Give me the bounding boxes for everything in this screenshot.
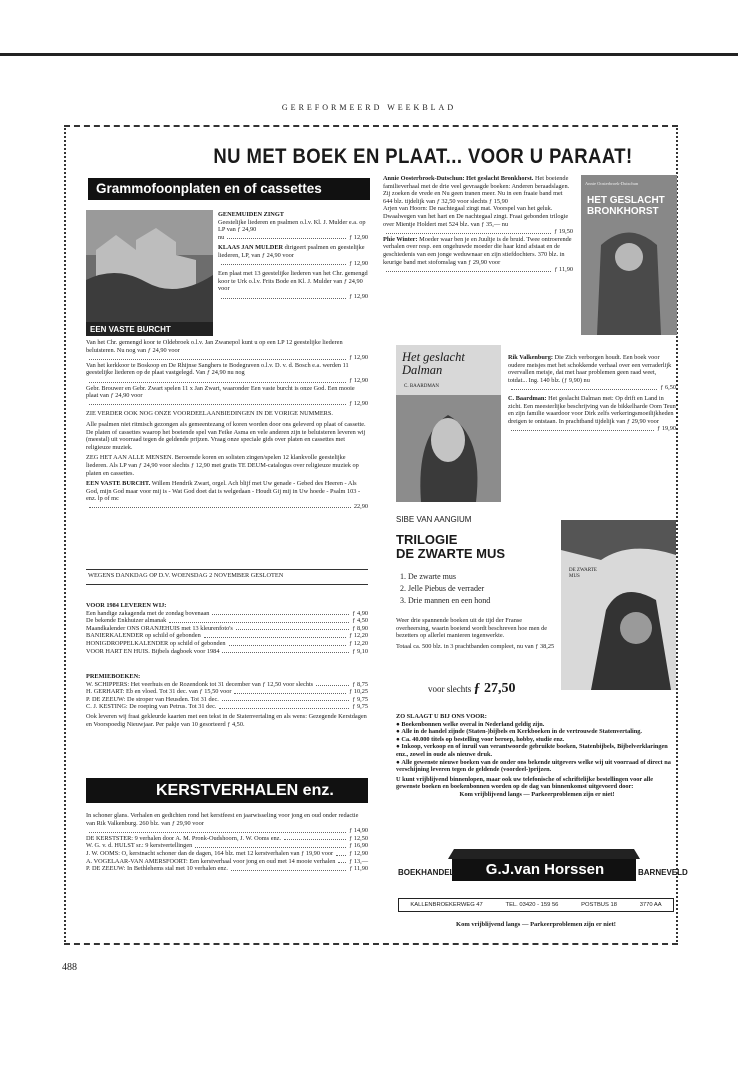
christmas-books: In schoner glans. Verhalen en gedichten rond het kerstfeest en jaarwisseling voor jong en oud onder redactie van Rik Valkenburg. 260 blz. van ƒ 29,90 voor ƒ 14,90 DE KERSTSTER: 9 verhalen door A. M. Pronk-Oudshoorn, J. W. Ooms enz. ƒ 12,50 W. G. v. d. HULST sr.: 9 kerstvertellingen ƒ 16,90 J. W. OOMS: O, kerstnacht schoner dan de dagen, 164 blz. met 12 kerstverhalen van ƒ 19,90 voor ƒ 12,90 A. VOGELAAR-VAN AMERSFOORT: Een kerstverhaal voor jong en oud met 14 mooie verhalen ƒ 13,— P. DE ZEEUW: In Bethlehems stal met 10 verhalen enz. ƒ 11,90 [86, 812, 368, 873]
christmas-row: J. W. OOMS: O, kerstnacht schoner dan de dagen, 164 blz. met 12 kerstverhalen van ƒ 19,90 voor ƒ 12,90 [86, 849, 368, 857]
christmas-row: A. VOGELAAR-VAN AMERSFOORT: Een kerstverhaal voor jong en oud met 14 mooie verhalen ƒ 13,— [86, 857, 368, 865]
psalms-note: Alle psalmen niet ritmisch gezongen als gemeentezang of koren worden door ons geleverd op plaat of cassette. De platen of cassettes waarop het boeiende spel van Feike Asma en vele anderen zijn te beluisteren leveren wij (meestal) uit voorraad tegen de geldende prijzen. Vraag onze speciale gids over platen en cassettes met religieuze muziek. [86, 420, 366, 451]
trilogy-author: SIBE VAN AANGIUM [396, 515, 472, 524]
vaste-burcht-note: EEN VASTE BURCHT. Willem Hendrik Zwart, orgel. Ach blijf met Uw genade - Gebed des Heeren - Als God, mijn God maar voor mij is - Wat God doet dat is welgedaan - Houdt Gij mij in Uw hoede - Psalm 103 - enz. lp of mc 22,90 [86, 480, 368, 510]
bronkhorst-cover-title: HET GESLACHT BRONKHORST [587, 195, 665, 217]
zwarte-mus-cover-title: DE ZWARTE MUS [569, 568, 597, 579]
top-rule [0, 53, 738, 56]
premium-books [86, 673, 368, 731]
trilogy-book: 1. De zwarte mus [408, 571, 559, 583]
trilogy-books [394, 571, 559, 607]
premium-row: W. SCHIPPERS: Het veerhuis en de Rozendonk tot 31 december van ƒ 12,50 voor slechts ƒ 8,75 [86, 680, 368, 688]
shop-visit: Kom vrijblijvend langs — Parkeerproblemen zijn er niet! [459, 790, 615, 798]
records-banner: Grammofoonplaten en of cassettes [88, 178, 370, 200]
shop-note: U kunt vrijblijvend binnenlopen, maar ook uw telefonische of schriftelijke bestellingen voor alle gewenste boeken en boekenbonnen worden op de dag van binnenkomst uitgevoerd door: [396, 775, 654, 791]
store-address: KALLENBROEKERWEG 47 [410, 902, 483, 908]
record-items [218, 211, 368, 304]
store-phone: TEL. 03420 - 159 56 [505, 902, 559, 908]
year-item-row: Een handige zakagenda met de zondag bovenaan ƒ 4,90 [86, 609, 368, 617]
divider [86, 569, 368, 570]
year-item-row: BANIERKALENDER op schild of gebonden ƒ 12,20 [86, 632, 368, 640]
dalman-cover-title: Het geslacht Dalman [402, 350, 465, 377]
store-name: G.J.van Horssen [485, 861, 605, 878]
bronkhorst-cover-author: Annie Oosterbroek-Dutschun [585, 181, 639, 186]
running-head: GEREFORMEERD WEEKBLAD [281, 103, 457, 112]
premium-row: H. GERHART: Eb en vloed. Tot 31 dec. van ƒ 15,50 voor ƒ 10,25 [86, 688, 368, 696]
store-city: BARNEVELD [638, 868, 688, 877]
store-postcode: 3770 AA [639, 902, 662, 908]
year-item-row: VOOR HART EN HUIS. Bijbels dagboek voor 1984 ƒ 9,10 [86, 647, 368, 655]
shop-bullet: ● Ca. 40.000 titels op bestelling voor beroep, hobby, studie enz. [396, 735, 565, 743]
shop-bullet: ● Inkoop, verkoop en of inruil van verantwoorde gebruikte boeken, Statenbijbels, Bijbelverklaringen enz., zowel in oude als nieuwe druk. [396, 743, 668, 758]
records-continued: Van het Chr. gemengd koor te Oldebroek o.l.v. Jan Zwanepol kunt u op een LP 12 geestelijke liederen beluisteren. Nu nog van ƒ 24,90 voor ƒ 12,90 Van het kerkkoor te Boskoop en De Rhijnse Sanghers te Bodegraven o.l.v. D. v. d. Bosch e.a. werden 11 geestelijke liederen op de plaat vastgelegd. Van ƒ 24,90 nu nog ƒ 12,90 Gebr. Brouwer en Gebr. Zwart spelen 11 x Jan Zwart, waaronder Een vaste burcht is onze God. Een mooie plaat van ƒ 24,90 voor ƒ 12,90 ZIE VERDER OOK NOG ONZE VOORDEELAANBIEDINGEN IN DE VORIGE NUMMERS. Alle psalmen niet ritmisch gezongen als gemeentezang of koren worden door ons geleverd op plaat of cassette. De platen of cassettes waarop het boeiende spel van Feike Asma en vele anderen zijn te beluisteren leveren wij (meestal) uit voorraad tegen de geldende prijzen. Vraag onze speciale gids over platen en cassettes met religieuze muziek. ZEG HET AAN ALLE MENSEN. Beroemde koren en solisten zingen/spelen 12 klankvolle geestelijke liederen. Als LP van ƒ 24,90 voor slechts ƒ 12,90 met gratis TE DEUM-catalogus over religieuze muziek op platen en cassettes. EEN VASTE BURCHT. Willem Hendrik Zwart, orgel. Ach blijf met Uw genade - Gebed des Heeren - Als God, mijn God maar voor mij is - Wat God doet dat is welgedaan - Houdt Gij mij in Uw hoede - Psalm 103 - enz. lp of mc 22,90 [86, 339, 368, 510]
christmas-banner: KERSTVERHALEN enz. [86, 778, 368, 803]
premium-row: P. DE ZEEUW: De stroper van Heusden. Tot 31 dec. ƒ 9,75 [86, 695, 368, 703]
record-item: GENEMUIDEN ZINGT Geestelijke liederen en psalmen o.l.v. Kl. J. Mulder e.a. op LP van ƒ 24,90 nu ƒ 12,90 [218, 211, 368, 241]
trilogy-book: 2. Jelle Piebus de verrader [408, 583, 559, 595]
see-also-note: ZIE VERDER OOK NOG ONZE VOORDEELAANBIEDINGEN IN DE VORIGE NUMMERS. [86, 410, 333, 418]
divider [86, 584, 368, 585]
year-item-row: Maandkalender ONS ORANJEHUIS met 13 kleurenfoto's ƒ 8,90 [86, 624, 368, 632]
year-items [86, 602, 368, 655]
record-cover-image [86, 210, 213, 336]
year-items-heading: VOOR 1984 LEVEREN WIJ: [86, 602, 167, 609]
dalman-cover-image [396, 345, 501, 502]
record-item: Een plaat met 13 geestelijke liederen van het Chr. gemengd koor te Urk o.l.v. Frits Bode en Kl. J. Mulder van ƒ 24,90 voor ƒ 12,90 [218, 270, 368, 300]
dalman-block: Rik Valkenburg: Die Zich verborgen houdt. Een boek voor oudere meisjes met het schokkende verhaal over een verraderlijk overvallen meisje, dat met haar problemen geen raad weet, totdat... Ing. 140 blz. (ƒ 9,90) nu ƒ 6,50 C. Baardman: Het geslacht Dalman met: Op drift en Land in zicht. Een meesterlijke beschrijving van de bikkelharde Oom Teun en zijn familie waardoor voor Dirk zelfs verkeringsmoeilijkheden dreigen te ontstaan. In prachtband tijdelijk van ƒ 29,90 voor ƒ 19,90 [508, 354, 676, 433]
premium-heading: PREMIEBOEKEN: [86, 673, 141, 680]
christmas-row: ƒ 14,90 [86, 827, 368, 835]
year-item-row: De bekende Enkhuizer almanak ƒ 4,50 [86, 617, 368, 625]
shop-block: ZO SLAAGT U BIJ ONS VOOR: ● Boekenbonnen welke overal in Nederland geldig zijn. ● Alle in de handel zijnde (Staten-)bijbels en Kerkboeken in de vertrouwde Statenvertaling. ● Ca. 40.000 titels op bestelling voor beroep, hobby, studie enz. ● Inkoop, verkoop en of inruil van verantwoorde gebruikte boeken, Statenbijbels, Bijbelverklaringen enz., zowel in oude als nieuwe druk. ● Alle gewenste nieuwe boeken van de onder ons bekende uitgevers welke wij uit voorraad of direct na verschijning leveren tegen de geldende (voordeel-)prijzen. U kunt vrijblijvend binnenlopen, maar ook uw telefonische of schriftelijke bestellingen voor alle gewenste boeken en boekenbonnen worden op de dag van binnenkomst uitgevoerd door: Kom vrijblijvend langs — Parkeerproblemen zijn er niet! [396, 713, 678, 799]
closed-notice: WEGENS DANKDAG OP D.V. WOENSDAG 2 NOVEMBER GESLOTEN [88, 572, 284, 579]
bronkhorst-cover-image [581, 175, 677, 335]
store-footer: Kom vrijblijvend langs — Parkeerproblemen zijn er niet! [456, 921, 616, 928]
shop-bullet: ● Alle in de handel zijnde (Staten-)bijbels en Kerkboeken in de vertrouwde Statenvertaling. [396, 728, 642, 736]
record-cover-caption: EEN VASTE BURCHT [90, 325, 171, 334]
christmas-row: W. G. v. d. HULST sr.: 9 kerstvertellingen ƒ 16,90 [86, 842, 368, 850]
zeg-het-note: ZEG HET AAN ALLE MENSEN. Beroemde koren en solisten zingen/spelen 12 klankvolle geestelijke liederen. Als LP van ƒ 24,90 voor slechts ƒ 12,90 met gratis TE DEUM-catalogus over religieuze muziek op platen en cassettes. [86, 454, 359, 477]
trilogy-offer: voor slechts ƒ 27,50 [428, 681, 516, 696]
trilogy-book: 3. Drie mannen en een hond [408, 595, 559, 607]
shop-bullet: ● Boekenbonnen welke overal in Nederland geldig zijn. [396, 720, 545, 728]
cards-note: Ook leveren wij fraai gekleurde kaarten met een tekst in de Statenvertaling en als wens: Gezegende Kerstdagen en Voorspoedig Nieuwjaar. Per pakje van 10 gesorteerd ƒ 4,50. [86, 712, 367, 728]
trilogy-title: TRILOGIE DE ZWARTE MUS [396, 532, 506, 561]
premium-row: C. J. KESTING: De roeping van Petrus. Tot 31 dec. ƒ 9,75 [86, 703, 368, 711]
christmas-row: DE KERSTSTER: 9 verhalen door A. M. Pronk-Oudshoorn, J. W. Ooms enz. ƒ 12,50 [86, 834, 368, 842]
store-postbus: POSTBUS 18 [581, 902, 617, 908]
christmas-row: P. DE ZEEUW: In Bethlehems stal met 10 verhalen enz. ƒ 11,90 [86, 865, 368, 873]
dalman-cover-author: C. BAARDMAN [404, 384, 440, 389]
store-address-bar [398, 898, 674, 912]
page-number: 488 [62, 962, 77, 973]
ad-headline: NU MET BOEK EN PLAAT... VOOR U PARAAT! [213, 145, 633, 168]
store-logo [398, 845, 688, 893]
trilogy-description: Weer drie spannende boeken uit de tijd der Franse overheersing, waarin boeiend wordt beschreven hoe men de bezetters op allerlei manieren tegenwerkte. Totaal ca. 500 blz. in 3 prachtbanden compleet, nu van ƒ 38,25 [396, 617, 555, 650]
shop-bullet: ● Alle gewenste nieuwe boeken van de onder ons bekende uitgevers welke wij uit voorraad of direct na verschijning leveren tegen de geldende (voordeel-)prijzen. [396, 758, 671, 774]
record-item: KLAAS JAN MULDER dirigeert psalmen en geestelijke liederen, LP, van ƒ 24,90 voor ƒ 12,90 [218, 244, 368, 267]
oosterbroek-block: Annie Oosterbroek-Dutschun: Het geslacht Bronkhorst. Het boeiende familieverhaal met de drie veel gevraagde boeken: Anderen beraadslagen. Zij zoeken de vrede en Nu geen tranen meer. Nu in een fraaie band met 644 blz. tijdelijk van ƒ 32,50 voor slechts ƒ 15,90 Arjen van Hoorn: De nachtegaal zingt mat. Voorspel van het geluk. Dwaalwegen van het hart en De nachtegaal zingt. Fraai gebonden trilogie over Mientje Holdert met 524 blz. van ƒ 35,— nu ƒ 19,50 Phie Winter: Moeder waar ben je en Juultje is de bruid. Twee ontroerende verhalen over resp. een ongehuwde moeder die haar kind afstaat en de geschiedenis van een jonge weduwnaar en zijn stiefdochters. 370 blz. in keurige band met stofomslag van ƒ 29,90 voor ƒ 11,90 [383, 175, 573, 274]
year-item-row: HONIGDROPPELKALENDER op schild of gebonden ƒ 12,20 [86, 639, 368, 647]
zwarte-mus-cover-image [561, 520, 676, 690]
store-prefix: BOEKHANDEL [398, 868, 455, 877]
